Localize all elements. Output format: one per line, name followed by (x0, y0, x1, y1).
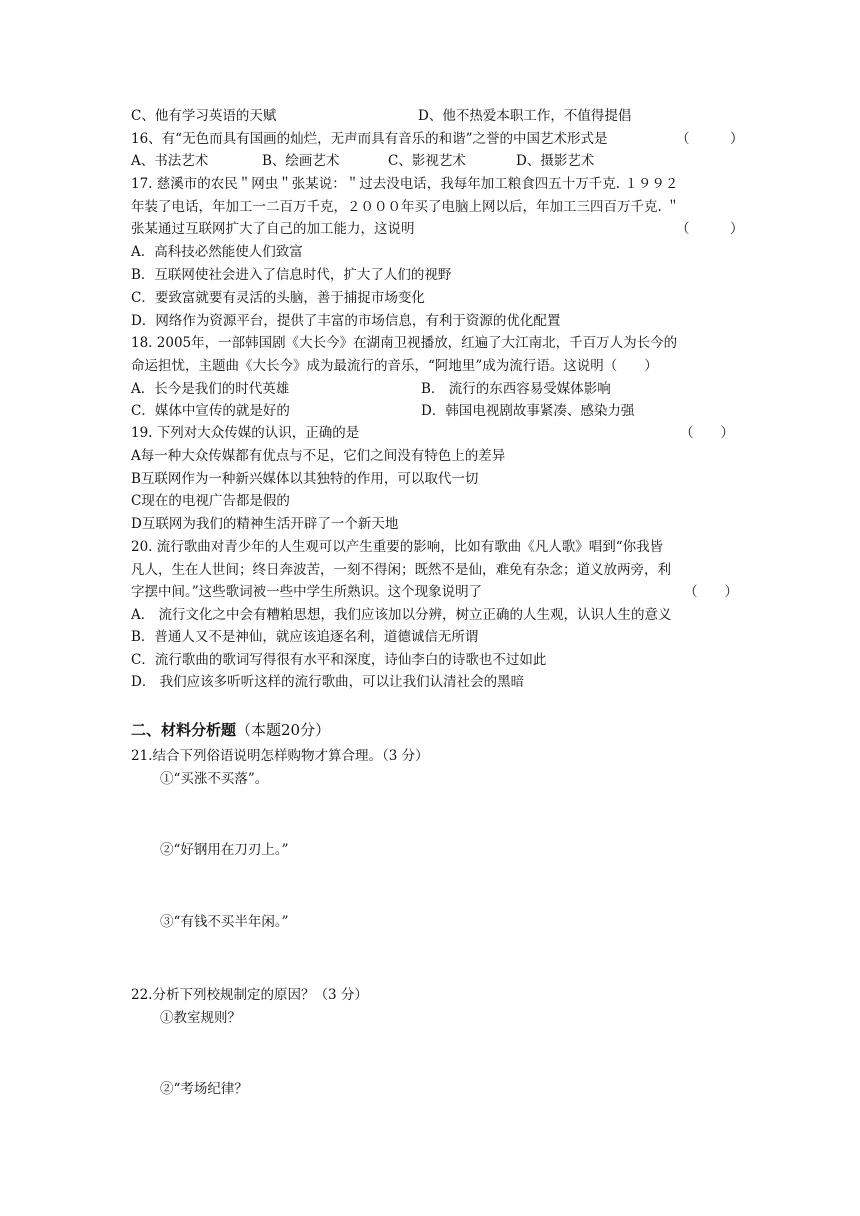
q20-stem-line-3: 字摆中间。”这些歌词被一些中学生所熟识。这个现象说明了 (131, 584, 483, 600)
q20-option-d: D． 我们应该多听听这样的流行歌曲，可以让我们认清社会的黑暗 (131, 674, 525, 690)
q15-option-c: C、他有学习英语的天赋 (131, 108, 277, 124)
q19-stem: 19. 下列对大众传媒的认识，正确的是 (131, 425, 360, 441)
q17-stem-line-3: 张某通过互联网扩大了自己的加工能力，这说明 (131, 221, 415, 237)
q19-option-d: D互联网为我们的精神生活开辟了一个新天地 (131, 516, 399, 532)
q16-option-b: B、绘画艺术 (262, 153, 340, 169)
q20-option-c: C．流行歌曲的歌词写得很有水平和深度，诗仙李白的诗歌也不过如此 (131, 652, 547, 668)
q20-bracket: （ ） (684, 584, 738, 600)
q20-option-b: B．普通人又不是神仙，就应该追逐名利，道德诚信无所谓 (131, 629, 479, 645)
q17-option-b: B．互联网使社会进入了信息时代，扩大了人们的视野 (131, 267, 452, 283)
section-2-heading (131, 721, 330, 739)
q16-bracket: （ ） (676, 131, 744, 147)
q16-stem: 16、有“无色而具有国画的灿烂，无声而具有音乐的和谐”之誉的中国艺术形式是 (131, 131, 608, 147)
q17-stem-line-1: 17. 慈溪市的农民＂网虫＂张某说：＂过去没电话，我每年加工粮食四五十万千克. １９９２ (131, 176, 679, 192)
q21-item-3: ③“有钱不买半年闲。” (160, 914, 289, 930)
q17-bracket: （ ） (676, 221, 744, 237)
q15-option-d: D、他不热爱本职工作，不值得提倡 (418, 108, 632, 124)
q16-option-d: D、摄影艺术 (516, 153, 595, 169)
q19-bracket: （ ） (680, 425, 734, 441)
q21-item-1: ①“买涨不买落”。 (160, 771, 269, 787)
q16-option-a: A、书法艺术 (131, 153, 209, 169)
q18-stem-line-2: 命运担忧，主题曲《大长今》成为最流行的音乐，“阿地里”成为流行语。这说明（ ） (131, 358, 658, 374)
q17-option-a: A．高科技必然能使人们致富 (131, 244, 303, 260)
q17-option-d: D．网络作为资源平台，提供了丰富的市场信息，有利于资源的优化配置 (131, 313, 561, 329)
q18-option-a: A．长今是我们的时代英雄 (131, 381, 290, 397)
q17-stem-line-2: 年装了电话，年加工一二百万千克，２０００年买了电脑上网以后，年加工三四百万千克. ＂ (131, 199, 680, 215)
q18-stem-line-1: 18. 2005年，一部韩国剧《大长今》在湖南卫视播放，红遍了大江南北，千百万人为长今的 (131, 335, 678, 351)
q16-option-c: C、影视艺术 (388, 153, 466, 169)
q18-option-d: D．韩国电视剧故事紧凑、感染力强 (421, 403, 635, 419)
q21-stem: 21.结合下列俗语说明怎样购物才算合理。（3 分） (131, 748, 429, 764)
q20-option-a: A． 流行文化之中会有糟粕思想，我们应该加以分辨，树立正确的人生观，认识人生的意义 (131, 607, 672, 623)
q19-option-b: B互联网作为一种新兴媒体以其独特的作用，可以取代一切 (131, 471, 479, 487)
q17-option-c: C．要致富就要有灵活的头脑，善于捕捉市场变化 (131, 290, 425, 306)
q18-option-c: C．媒体中宣传的就是好的 (131, 403, 290, 419)
q21-item-2: ②“好钢用在刀刃上。” (160, 842, 289, 858)
section-2-title: 二、材料分析题 (131, 721, 237, 739)
q22-stem: 22.分析下列校规制定的原因？（3 分） (131, 987, 368, 1003)
q22-item-2: ②“考场纪律？ (160, 1081, 248, 1097)
q19-option-a: A每一种大众传媒都有优点与不足，它们之间没有特色上的差异 (131, 448, 506, 464)
q20-stem-line-1: 20. 流行歌曲对青少年的人生观可以产生重要的影响，比如有歌曲《凡人歌》唱到“你我皆 (131, 539, 664, 555)
q19-option-c: C现在的电视广告都是假的 (131, 493, 290, 509)
q20-stem-line-2: 凡人，生在人世间；终日奔波苦，一刻不得闲；既然不是仙，难免有杂念；道义放两旁，利 (131, 562, 671, 578)
q22-item-1: ①教室规则？ (160, 1010, 241, 1026)
section-2-note: （本题20分） (236, 721, 331, 739)
q18-option-b: B． 流行的东西容易受媒体影响 (421, 381, 611, 397)
